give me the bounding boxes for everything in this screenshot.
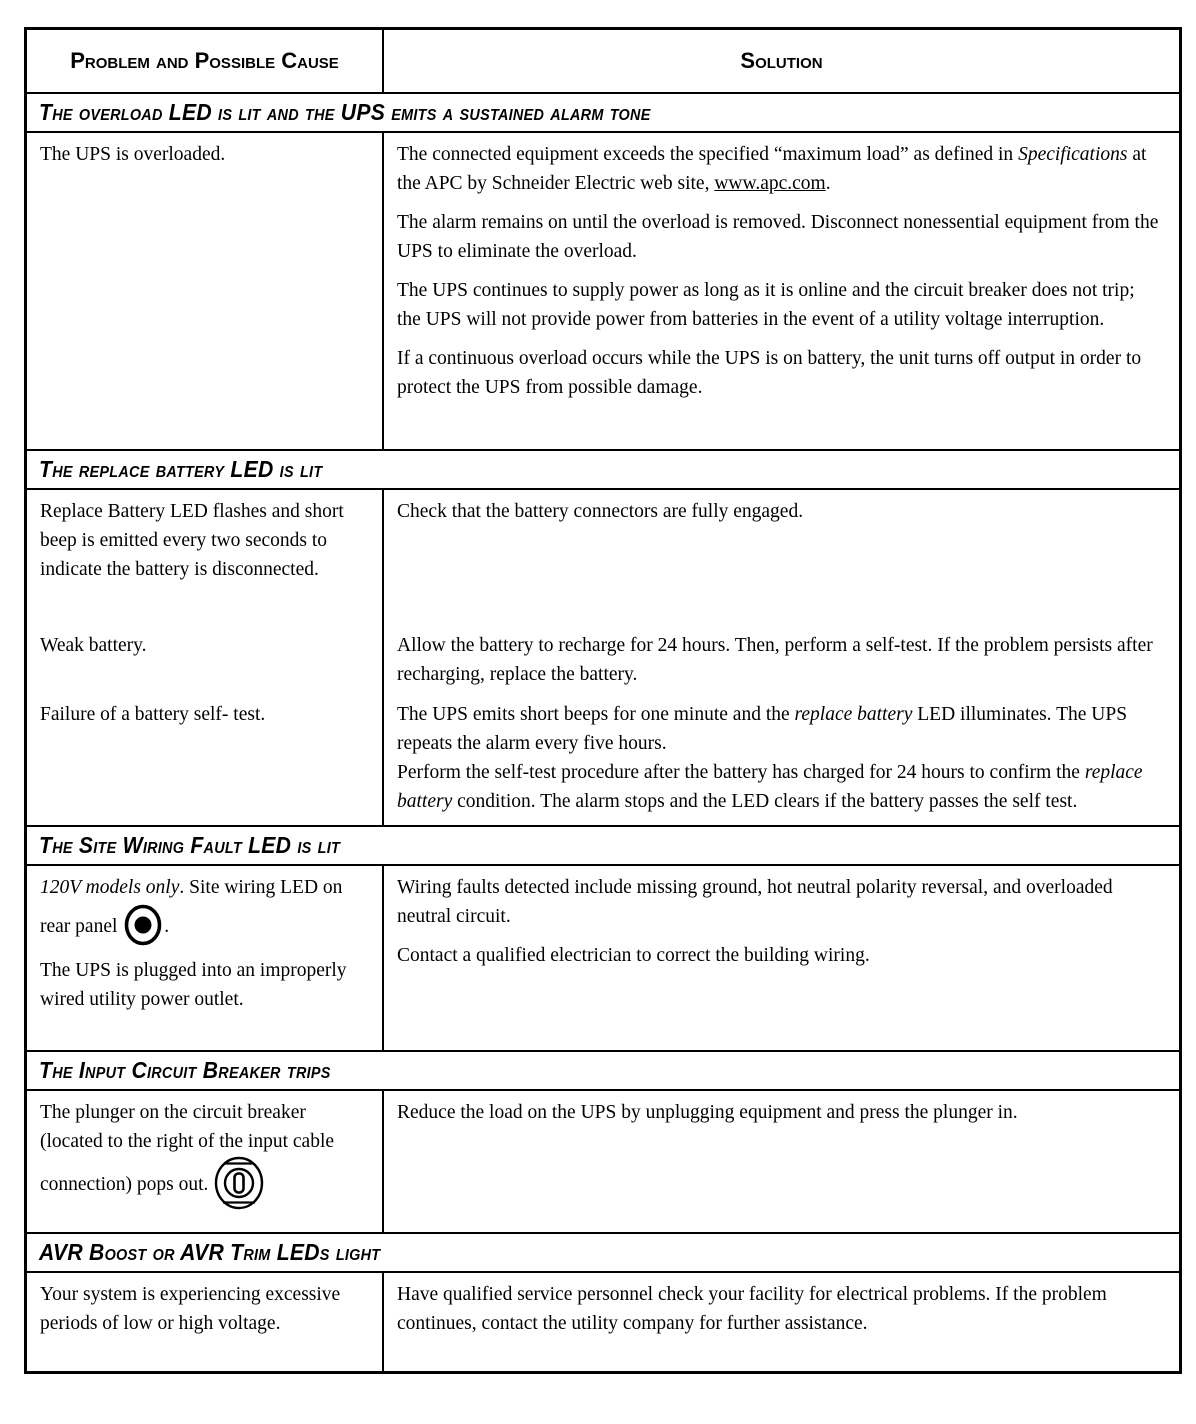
solution-paragraph: The alarm remains on until the overload is removed. Disconnect nonessential equipment from the UPS to eliminate the overload. (397, 212, 1159, 262)
problem-text: Replace Battery LED flashes and short beep is emitted every two seconds to indicate the battery is disconnected. (40, 501, 344, 580)
section-header-circuit-breaker (27, 1050, 1179, 1089)
text-segment: . (825, 173, 831, 194)
text-segment: The UPS emits short beeps for one minute and the (397, 704, 795, 725)
column-header-solution-label: Solution (740, 48, 823, 73)
solution-text-line (397, 700, 1163, 758)
text-segment: The plunger on the circuit breaker (located to the right of the input cable connection) pops out. (40, 1102, 335, 1195)
solution-cell (384, 1091, 1179, 1232)
table-row-site-wiring (27, 864, 1179, 1050)
text-segment: . Site wiring LED on rear panel (40, 877, 343, 937)
section-header-replace-battery (27, 449, 1179, 488)
problem-cell (27, 133, 384, 449)
section-header-avr (27, 1232, 1179, 1271)
led-indicator-icon (122, 902, 164, 948)
column-header-solution (384, 30, 1179, 92)
solution-cell (384, 133, 1179, 449)
problem-cell (27, 866, 384, 1050)
solution-paragraph: If a continuous overload occurs while the UPS is on battery, the unit turns off output in order to protect the UPS from possible damage. (397, 348, 1142, 398)
text-segment: . (164, 916, 170, 937)
column-header-problem-label: Problem and Possible Cause (70, 48, 339, 73)
section-title: The Site Wiring Fault LED is lit (39, 832, 341, 858)
solution-paragraph: Have qualified service personnel check your facility for electrical problems. If the problem continues, contact the utility company for further assistance. (397, 1284, 1107, 1334)
circuit-breaker-icon (213, 1156, 265, 1210)
text-segment: condition. The alarm stops and the LED clears if the battery passes the self test. (452, 791, 1078, 812)
section-title: The replace battery LED is lit (39, 456, 323, 482)
italic-text: replace battery (794, 704, 913, 725)
problem-cell (27, 1091, 384, 1232)
table-row-overload (27, 131, 1179, 449)
section-title: AVR Boost or AVR Trim LEDs light (39, 1239, 381, 1265)
italic-text: 120V models only (40, 877, 180, 898)
problem-text (40, 1098, 366, 1210)
solution-paragraph: Reduce the load on the UPS by unplugging equipment and press the plunger in. (397, 1102, 1018, 1123)
table-row-replace-battery (27, 488, 1179, 825)
problem-cell (27, 1273, 384, 1371)
table-row-avr (27, 1271, 1179, 1371)
solution-cell (384, 866, 1179, 1050)
table-row-circuit-breaker (27, 1089, 1179, 1232)
section-header-overload (27, 92, 1179, 131)
section-header-site-wiring (27, 825, 1179, 864)
solution-cell (384, 490, 1179, 825)
section-title: The overload LED is lit and the UPS emits a sustained alarm tone (39, 99, 651, 125)
problem-text: Failure of a battery self- test. (40, 704, 266, 725)
solution-paragraph: Contact a qualified electrician to correct the building wiring. (397, 945, 870, 966)
problem-text: Weak battery. (40, 635, 147, 656)
problem-text: The UPS is overloaded. (40, 144, 226, 165)
italic-text: Specifications (1018, 144, 1128, 165)
solution-paragraph: Wiring faults detected include missing ground, hot neutral polarity reversal, and overloaded neutral circuit. (397, 877, 1113, 927)
solution-paragraph (397, 140, 1163, 198)
italic-text: replace battery (397, 762, 1143, 812)
text-segment: LED illuminates. The UPS repeats the alarm every five hours. (397, 704, 1128, 754)
solution-paragraph: Allow the battery to recharge for 24 hours. Then, perform a self-test. If the problem persists after recharging, replace the battery. (397, 635, 1153, 685)
problem-cell (27, 490, 384, 825)
section-title: The Input Circuit Breaker trips (39, 1057, 331, 1083)
troubleshooting-table (24, 27, 1182, 1374)
solution-paragraph (397, 700, 1163, 816)
problem-text: Your system is experiencing excessive periods of low or high voltage. (40, 1284, 341, 1334)
text-segment: at the APC by Schneider Electric web site, (397, 144, 1147, 194)
table-header-row (27, 30, 1179, 92)
problem-text (40, 873, 366, 948)
text-segment: The connected equipment exceeds the specified “maximum load” as defined in (397, 144, 1019, 165)
solution-paragraph: The UPS continues to supply power as long as it is online and the circuit breaker does not trip; the UPS will not provide power from batteries in the event of a utility voltage interruption. (397, 280, 1135, 330)
solution-paragraph: Check that the battery connectors are fully engaged. (397, 501, 804, 522)
apc-website-link[interactable]: www.apc.com (714, 173, 826, 194)
column-header-problem (27, 30, 384, 92)
text-segment: Perform the self-test procedure after the battery has charged for 24 hours to confirm the (397, 762, 1085, 783)
solution-text-line (397, 758, 1163, 816)
solution-cell (384, 1273, 1179, 1371)
problem-text: The UPS is plugged into an improperly wired utility power outlet. (40, 960, 347, 1010)
